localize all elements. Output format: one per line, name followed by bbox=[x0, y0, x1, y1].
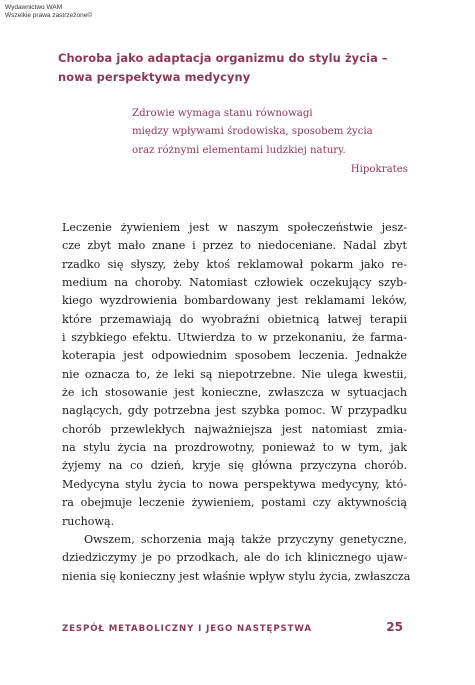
body-line: i szybkiego efektu. Utwierdza to w przekonaniu, że farma- bbox=[62, 331, 407, 345]
epigraph-line: Zdrowie wymaga stanu równowagi bbox=[132, 108, 313, 119]
body-line: które przemawiają do wyobraźni obietnicą łatwej terapii bbox=[62, 312, 407, 326]
body-line: kiego wyzdrowienia bombardowany jest reklamami leków, bbox=[62, 294, 407, 308]
body-line: nie oznacza to, że leki są niepotrzebne. Nie ulega kwestii, bbox=[62, 367, 407, 381]
body-line: nienia się konieczny jest właśnie wpływ stylu życia, zwłaszcza bbox=[62, 569, 411, 583]
body-line: cze zbyt mało znane i przez to niedoceniane. Nadal zbyt bbox=[62, 239, 407, 253]
body-line: naglących, gdy potrzebna jest szybka pomoc. W przypadku bbox=[62, 404, 407, 418]
epigraph-line: oraz różnymi elementami ludzkiej natury. bbox=[132, 144, 346, 156]
copyright-notice bbox=[5, 4, 92, 20]
body-line: Medycyna stylu życia to nowa perspektywa medycyny, któ- bbox=[62, 477, 407, 491]
body-line: Leczenie żywieniem jest w naszym społeczeństwie jesz- bbox=[62, 221, 407, 234]
publisher-name: Wydawnictwo WAM bbox=[5, 4, 63, 11]
chapter-title bbox=[58, 49, 428, 87]
body-line: dziedziczymy je po przodkach, ale do ich klinicznego ujaw- bbox=[62, 551, 407, 565]
body-line: na stylu życia na prozdrowotny, ponieważ to w tym, jak bbox=[62, 441, 407, 455]
chapter-title-line-1: Choroba jako adaptacja organizmu do stylu życia – bbox=[58, 51, 388, 65]
epigraph bbox=[132, 105, 408, 179]
page-number: 25 bbox=[386, 620, 403, 634]
body-line: medium na choroby. Natomiast człowiek oczekujący szyb- bbox=[62, 276, 407, 290]
rights-notice: Wszelkie prawa zastrzeżone© bbox=[5, 12, 93, 19]
epigraph-author: Hipokrates bbox=[350, 163, 408, 175]
body-line: ra obejmuje leczenie żywieniem, postami czy aktywnością bbox=[62, 496, 407, 510]
body-line: ruchową. bbox=[62, 514, 115, 528]
body-line: koterapia jest odpowiednim sposobem leczenia. Jednakże bbox=[62, 349, 407, 363]
epigraph-line: między wpływami środowiska, sposobem życia bbox=[132, 126, 373, 138]
body-line: Owszem, schorzenia mają także przyczyny genetyczne, bbox=[84, 532, 407, 546]
body-text bbox=[62, 219, 411, 586]
body-line: chorób przewlekłych najważniejsza jest natomiast zmia- bbox=[62, 422, 407, 436]
running-footer-title: ZESPÓŁ METABOLICZNY I JEGO NASTĘPSTWA bbox=[62, 624, 312, 634]
chapter-title-line-2: nowa perspektywa medycyny bbox=[58, 70, 251, 84]
body-line: żyjemy na co dzień, kryje się główna przyczyna chorób. bbox=[62, 459, 407, 473]
body-line: że ich stosowanie jest konieczne, zwłaszcza w sytuacjach bbox=[62, 386, 407, 400]
body-line: rzadko się słyszy, żeby ktoś reklamował pokаrm jako re- bbox=[62, 257, 407, 271]
